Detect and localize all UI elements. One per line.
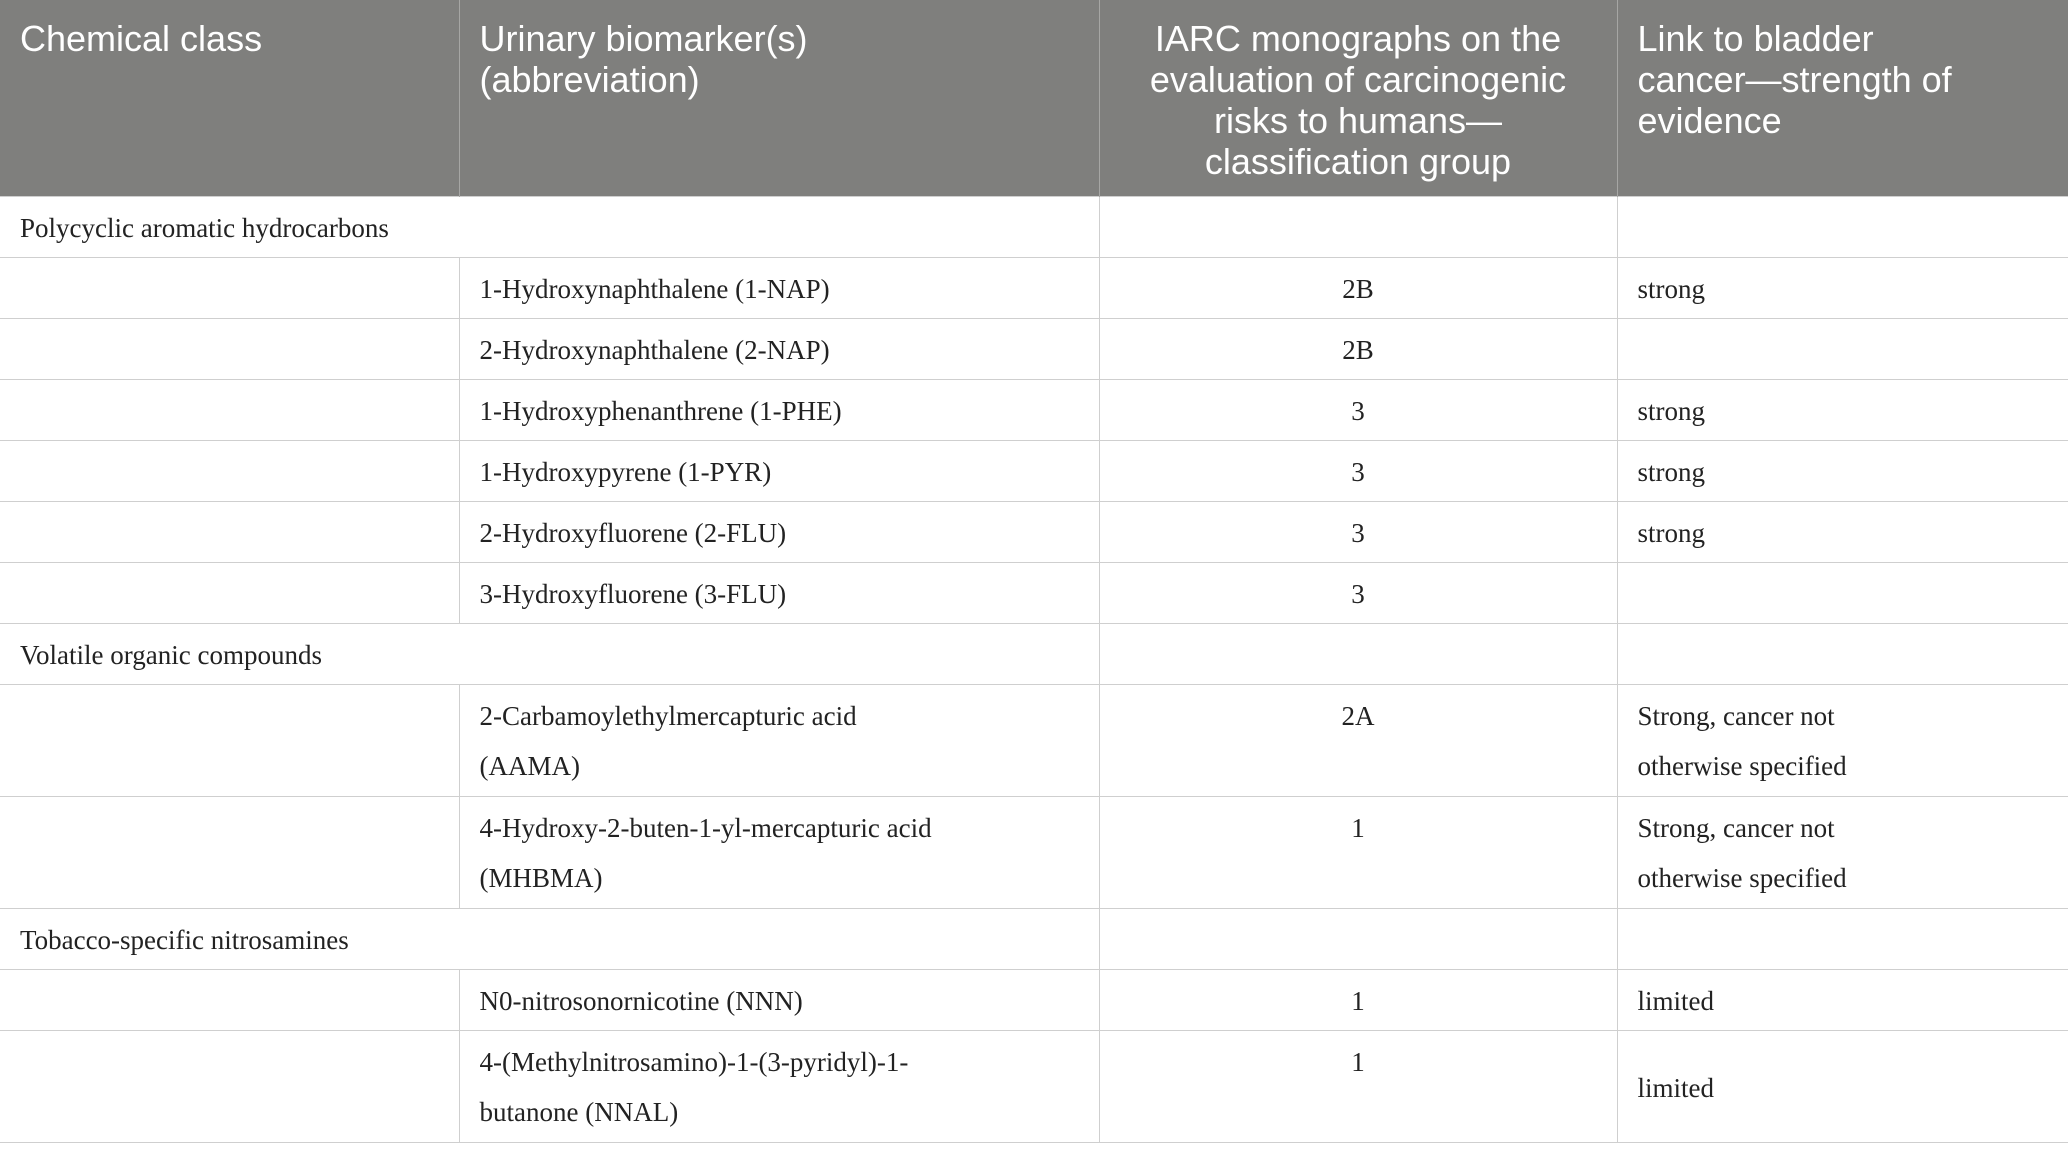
evidence-line: limited [1637, 1072, 1714, 1103]
table-row [0, 502, 2068, 563]
biomarker-cell [459, 797, 1099, 909]
evidence-cell [1617, 258, 2068, 319]
iarc-group-cell: 2A [1099, 685, 1617, 797]
table-row [0, 970, 2068, 1031]
table-row [0, 319, 2068, 380]
class-cell-empty [0, 563, 459, 624]
evidence-cell [1617, 319, 2068, 380]
evidence-cell [1617, 970, 2068, 1031]
header-line: Urinary biomarker(s) [479, 18, 808, 59]
section-row [0, 197, 2068, 258]
evidence-line: otherwise specified [1637, 863, 1847, 893]
class-cell-empty [0, 258, 459, 319]
biomarker-line: 3-Hydroxyfluorene (3-FLU) [479, 579, 787, 609]
class-cell-empty [0, 797, 459, 909]
biomarker-cell [459, 441, 1099, 502]
iarc-group-cell: 1 [1099, 970, 1617, 1031]
table-row [0, 563, 2068, 624]
biomarker-line: N0-nitrosonornicotine (NNN) [479, 986, 803, 1016]
header-line: IARC monographs on the [1154, 18, 1562, 59]
table-row [0, 685, 2068, 797]
table-row [0, 380, 2068, 441]
biomarker-cell [459, 319, 1099, 380]
iarc-group-cell: 3 [1099, 380, 1617, 441]
table-row [0, 1031, 2068, 1143]
group-cell-empty [1099, 909, 1617, 970]
biomarker-cell [459, 970, 1099, 1031]
iarc-group-cell: 3 [1099, 502, 1617, 563]
evidence-line: limited [1637, 986, 1714, 1016]
iarc-group-cell: 3 [1099, 441, 1617, 502]
header-line: Link to bladder [1637, 18, 1874, 59]
biomarker-line: (MHBMA) [479, 863, 603, 893]
biomarker-line: butanone (NNAL) [479, 1097, 679, 1127]
header-line: evidence [1637, 100, 1782, 141]
evidence-cell [1617, 685, 2068, 797]
biomarker-line: 2-Hydroxyfluorene (2-FLU) [479, 518, 787, 548]
biomarker-line: 1-Hydroxypyrene (1-PYR) [479, 457, 772, 487]
chemical-class-cell: Polycyclic aromatic hydrocarbons [0, 197, 1099, 258]
header-urinary-biomarkers [459, 0, 1099, 197]
table-row [0, 797, 2068, 909]
evidence-cell [1617, 502, 2068, 563]
table-row [0, 441, 2068, 502]
evidence-line: strong [1637, 396, 1705, 426]
iarc-group-cell: 3 [1099, 563, 1617, 624]
table-header [0, 0, 2068, 197]
header-row [0, 0, 2068, 197]
header-line: classification group [1204, 141, 1512, 182]
group-cell-empty [1099, 197, 1617, 258]
iarc-group-cell: 2B [1099, 319, 1617, 380]
biomarker-cell [459, 502, 1099, 563]
group-cell-empty [1099, 624, 1617, 685]
iarc-group-cell: 2B [1099, 258, 1617, 319]
evidence-line: strong [1637, 274, 1705, 304]
section-row [0, 624, 2068, 685]
header-line: evaluation of carcinogenic [1149, 59, 1567, 100]
table-row [0, 258, 2068, 319]
biomarker-line: 1-Hydroxyphenanthrene (1-PHE) [479, 396, 842, 426]
class-cell-empty [0, 502, 459, 563]
header-chemical-class [0, 0, 459, 197]
iarc-group-cell: 1 [1099, 797, 1617, 909]
header-line: risks to humans— [1213, 100, 1503, 141]
evidence-line: Strong, cancer not [1637, 813, 1835, 843]
class-cell-empty [0, 441, 459, 502]
evidence-line: strong [1637, 518, 1705, 548]
biomarker-line: 4-(Methylnitrosamino)-1-(3-pyridyl)-1- [479, 1047, 909, 1077]
table-body [0, 197, 2068, 1143]
biomarker-cell [459, 685, 1099, 797]
class-cell-empty [0, 970, 459, 1031]
chemical-class-cell: Volatile organic compounds [0, 624, 1099, 685]
biomarker-line: 2-Carbamoylethylmercapturic acid [479, 701, 857, 731]
header-bladder-cancer-evidence [1617, 0, 2068, 197]
biomarker-line: 4-Hydroxy-2-buten-1-yl-mercapturic acid [479, 813, 932, 843]
evidence-cell-empty [1617, 197, 2068, 258]
biomarker-line: 2-Hydroxynaphthalene (2-NAP) [479, 335, 830, 365]
chemical-class-cell: Tobacco-specific nitrosamines [0, 909, 1099, 970]
class-cell-empty [0, 685, 459, 797]
biomarker-line: 1-Hydroxynaphthalene (1-NAP) [479, 274, 830, 304]
header-iarc-group [1099, 0, 1617, 197]
header-line: Chemical class [20, 18, 263, 59]
evidence-cell [1617, 797, 2068, 909]
biomarker-cell [459, 380, 1099, 441]
class-cell-empty [0, 1031, 459, 1143]
section-row [0, 909, 2068, 970]
biomarker-cell [459, 1031, 1099, 1143]
evidence-cell-empty [1617, 624, 2068, 685]
biomarker-cell [459, 258, 1099, 319]
evidence-cell [1617, 563, 2068, 624]
header-line: cancer—strength of [1637, 59, 1952, 100]
biomarker-line: (AAMA) [479, 751, 580, 781]
biomarker-cell [459, 563, 1099, 624]
evidence-line: otherwise specified [1637, 751, 1847, 781]
evidence-line: Strong, cancer not [1637, 701, 1835, 731]
evidence-line: strong [1637, 457, 1705, 487]
iarc-group-cell: 1 [1099, 1031, 1617, 1143]
header-line: (abbreviation) [479, 59, 700, 100]
evidence-cell [1617, 380, 2068, 441]
evidence-cell [1617, 1031, 2068, 1143]
evidence-cell-empty [1617, 909, 2068, 970]
class-cell-empty [0, 380, 459, 441]
class-cell-empty [0, 319, 459, 380]
evidence-cell [1617, 441, 2068, 502]
